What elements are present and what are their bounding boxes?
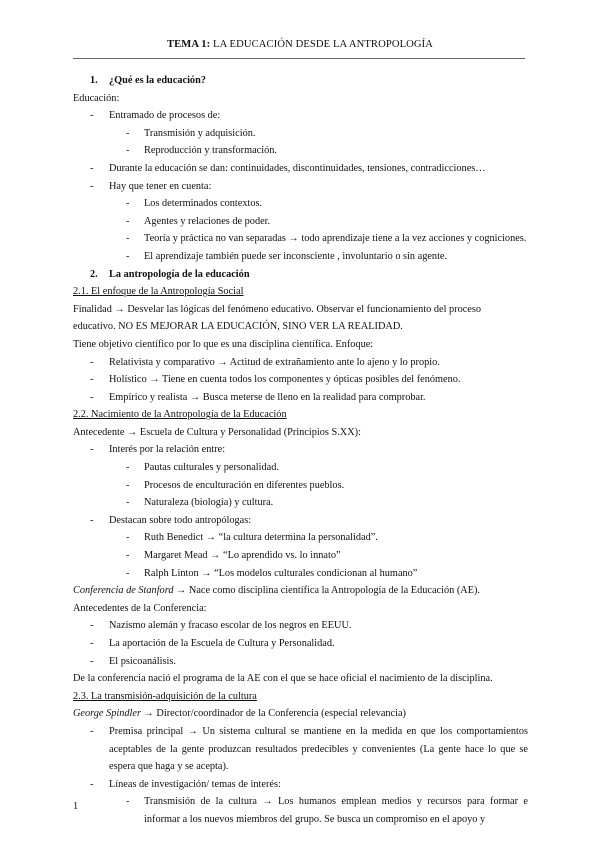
header-rule: [73, 58, 525, 59]
paragraph: Tiene objetivo científico por lo que es una disciplina científica. Enfoque:: [73, 338, 374, 350]
document-body: [73, 72, 528, 829]
list-item: - Ruth Benedict → “la cultura determina la personalidad”.: [126, 532, 378, 544]
list-item: - Nazismo alemán y fracaso escolar de los negros en EEUU.: [90, 620, 352, 632]
page-number: 1: [73, 801, 79, 812]
list-item: - Ralph Linton → “Los modelos culturales condicionan al humano”: [126, 567, 418, 579]
section-1-heading: 1. ¿Qué es la educación?: [90, 75, 206, 86]
paragraph: Finalidad → Desvelar las lógicas del fenómeno educativo. Observar el funcionamiento del proceso: [73, 303, 482, 315]
list-item: - Margaret Mead → “Lo aprendido vs. lo innato”: [126, 550, 341, 562]
subsection-2-2-heading: 2.2. Nacimiento de la Antropología de la Educación: [73, 409, 287, 421]
paragraph: De la conferencia nació el programa de la AE con el que se hace oficial el nacimiento de la disciplina.: [73, 673, 493, 685]
list-item: - Naturaleza (biología) y cultura.: [126, 497, 274, 509]
document-title: [0, 36, 600, 54]
title-text: LA EDUCACIÓN DESDE LA ANTROPOLOGÍA: [210, 39, 434, 50]
list-item: - Pautas culturales y personalidad.: [126, 462, 279, 474]
list-item: - Interés por la relación entre:: [90, 444, 226, 456]
list-item: - El psicoanálisis.: [90, 655, 176, 667]
section-2-heading: 2. La antropología de la educación: [90, 268, 250, 280]
list-item: - Relativista y comparativo → Actitud de extrañamiento ante lo ajeno y lo propio.: [90, 356, 440, 368]
list-item: - Empírico y realista → Busca meterse de lleno en la realidad para comprobar.: [90, 391, 426, 403]
list-item: - Holístico → Tiene en cuenta todos los componentes y ópticas posibles del fenómeno.: [90, 374, 461, 386]
list-item: - Reproducción y transformación.: [126, 145, 277, 157]
list-item: - El aprendizaje también puede ser inconsciente , involuntario o sin agente.: [126, 250, 448, 262]
list-item: - Hay que tener en cuenta:: [90, 180, 212, 192]
subsection-2-1-heading: 2.1. El enfoque de la Antropología Social: [73, 286, 244, 298]
list-item: - Teoría y práctica no van separadas → todo aprendizaje tiene a la vez acciones y cogniciones.: [126, 233, 527, 245]
list-item: - La aportación de la Escuela de Cultura y Personalidad.: [90, 638, 335, 649]
list-item: - Agentes y relaciones de poder.: [126, 215, 271, 227]
list-item: - Los determinados contextos.: [126, 198, 263, 210]
title-prefix: TEMA 1:: [166, 39, 211, 50]
subsection-2-3-heading: 2.3. La transmisión-adquisición de la cultura: [73, 690, 257, 702]
list-item: - Transmisión de la cultura → Los humanos emplean medios y recursos para formar e informar a los nuevos miembros del grupo. Se busca un compromiso en el apoyo y: [126, 796, 528, 825]
list-item: - Entramado de procesos de:: [90, 110, 221, 122]
list-item: - Durante la educación se dan: continuidades, discontinuidades, tensiones, contradicciones…: [90, 162, 486, 174]
paragraph: George Spindler → Director/coordinador de la Conferencia (especial relevancia): [73, 708, 406, 720]
education-label: Educación:: [73, 92, 120, 104]
paragraph: Antecedentes de la Conferencia:: [73, 602, 207, 614]
paragraph: educativo. NO ES MEJORAR LA EDUCACIÓN, SINO VER LA REALIDAD.: [73, 321, 403, 333]
list-item: - Premisa principal → Un sistema cultural se mantiene en la medida en que los comportamientos aceptables de la gente produzcan resultados predecibles y convenientes (La gente hace lo que se espera que haga y se acepta).: [90, 725, 528, 773]
list-item: - Líneas de investigación/ temas de interés:: [90, 778, 281, 790]
list-item: - Procesos de enculturación en diferentes pueblos.: [126, 479, 345, 491]
paragraph: Antecedente → Escuela de Cultura y Personalidad (Principios S.XX):: [73, 426, 361, 438]
paragraph: Conferencia de Stanford → Nace como disciplina científica la Antropología de la Educación (AE).: [73, 585, 480, 597]
list-item: - Transmisión y adquisición.: [126, 127, 256, 139]
list-item: - Destacan sobre todo antropólogas:: [90, 514, 252, 526]
